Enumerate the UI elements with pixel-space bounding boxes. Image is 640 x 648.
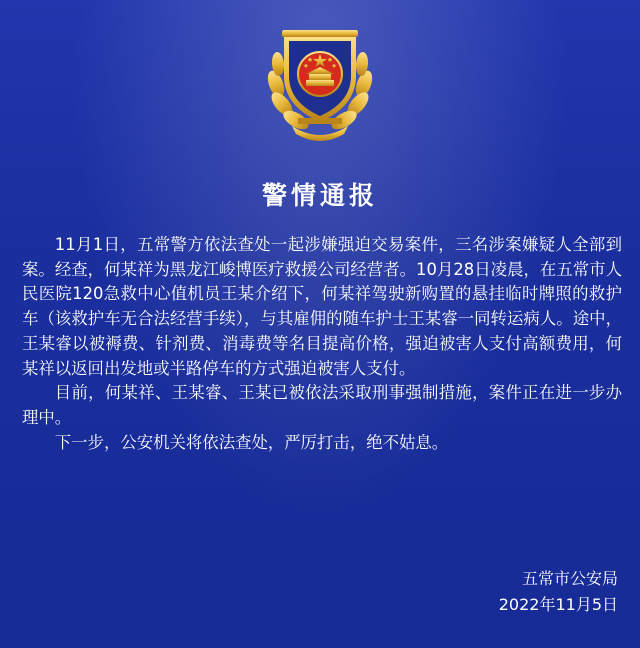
issue-date: 2022年11月5日	[498, 595, 618, 614]
notice-title: 警情通报	[261, 181, 378, 210]
notice-body	[22, 233, 622, 455]
notice-paragraph: 下一步，公安机关将依法查处，严厉打击，绝不姑息。	[54, 432, 449, 452]
police-emblem-icon	[262, 22, 378, 144]
notice-paragraph: 11月1日，五常警方依法查处一起涉嫌强迫交易案件，三名涉案嫌疑人全部到案。经查，何某祥为黑龙江峻博医疗救援公司经营者。10月28日凌晨，在五常市人民医院120急救中心值机员王某介绍下，何某祥驾驶新购置的悬挂临时牌照的救护车（该救护车无合法经营手续），与其雇佣的随车护士王某睿一同转运病人。途中，王某睿以被褥费、针剂费、消毒费等名目提高价格，强迫被害人支付高额费用，何某祥以返回出发地或半路停车的方式强迫被害人支付。	[22, 235, 622, 378]
issuer-name: 五常市公安局	[521, 569, 618, 588]
notice-paragraph: 目前，何某祥、王某睿、王某已被依法采取刑事强制措施，案件正在进一步办理中。	[22, 383, 622, 427]
signature-block	[499, 566, 618, 618]
